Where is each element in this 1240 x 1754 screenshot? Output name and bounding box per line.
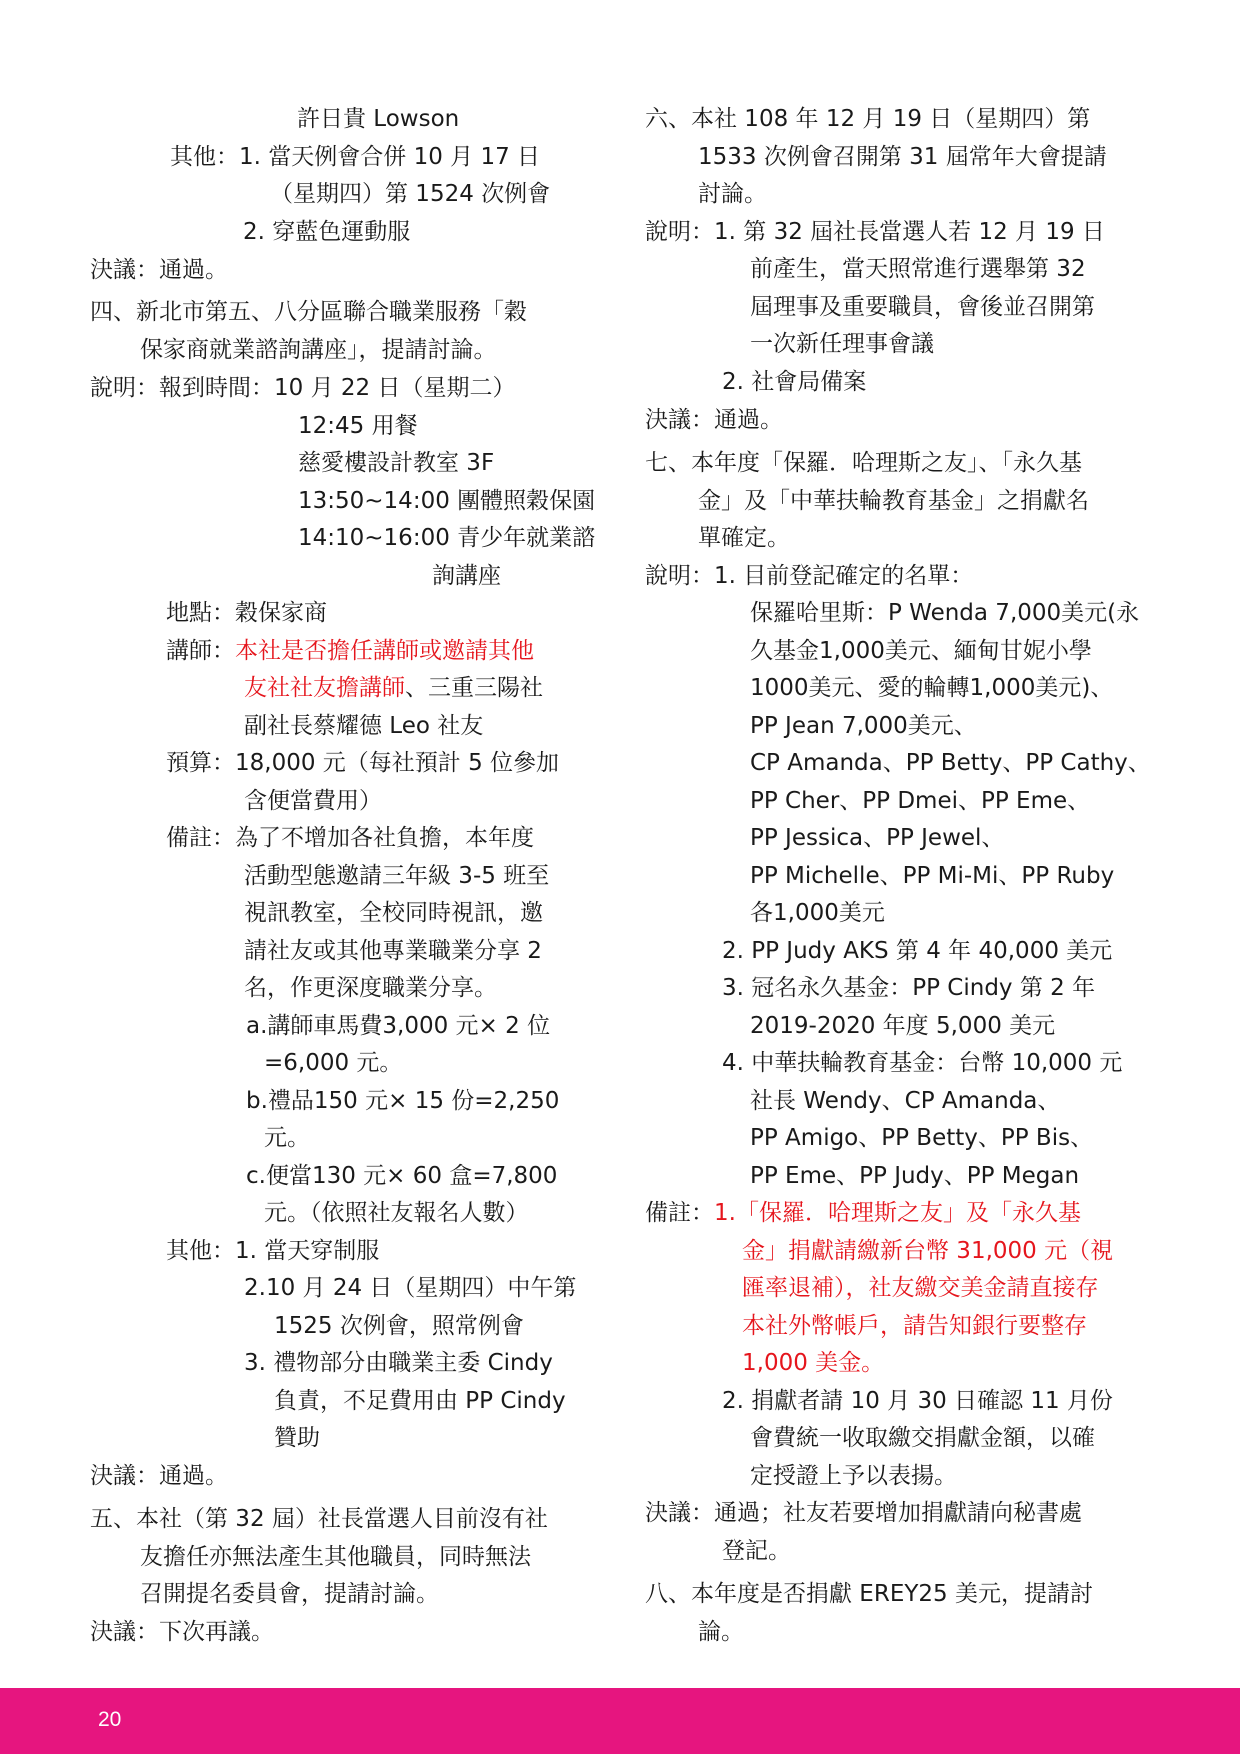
resolution-line: 決議：通過。 (90, 1463, 228, 1489)
text-line: 贊助 (274, 1425, 320, 1451)
agenda-item-heading: 保家商就業諮詢講座」，提請討論。 (140, 337, 497, 363)
text-line: 詢講座 (432, 563, 501, 589)
page-number: 20 (98, 1708, 122, 1731)
text-line: 名，作更深度職業分享。 (244, 975, 497, 1001)
agenda-item-heading: 1533 次例會召開第 31 屆常年大會提請 (698, 144, 1107, 170)
text-line: c.便當130 元× 60 盒=7,800 (246, 1163, 558, 1189)
text-line: a.講師車馬費3,000 元× 2 位 (246, 1013, 551, 1039)
resolution-line: 決議：通過；社友若要增加捐獻請向秘書處 (645, 1500, 1082, 1526)
text-line: 視訊教室，全校同時視訊，邀 (244, 900, 543, 926)
footer-band (0, 1688, 1240, 1754)
text-line: 預算：18,000 元（每社預計 5 位參加 (166, 750, 560, 776)
text-line: 3. 禮物部分由職業主委 Cindy (244, 1350, 553, 1376)
text-line: 1525 次例會，照常例會 (274, 1313, 524, 1339)
text-line (166, 637, 534, 666)
resolution-line: 決議：下次再議。 (90, 1619, 274, 1645)
text-span: 、三重三陽社 (405, 675, 543, 701)
agenda-item-heading: 召開提名委員會，提請討論。 (140, 1581, 439, 1607)
text-line: 定授證上予以表揚。 (750, 1463, 957, 1489)
text-line: PP Michelle、PP Mi-Mi、PP Ruby (750, 863, 1115, 889)
text-line: 元。 (264, 1125, 310, 1151)
text-line: 前產生，當天照常進行選舉第 32 (750, 256, 1086, 282)
text-line: 許日貴 Lowson (297, 106, 460, 132)
text-line: 負責，不足費用由 PP Cindy (274, 1388, 566, 1414)
text-line: 其他：1. 當天例會合併 10 月 17 日 (170, 144, 541, 170)
text-line: 12:45 用餐 (298, 413, 418, 439)
agenda-item-heading: 五、本社（第 32 屆）社長當選人目前沒有社 (90, 1506, 548, 1532)
text-line: 一次新任理事會議 (750, 331, 934, 357)
agenda-item-heading: 六、本社 108 年 12 月 19 日（星期四）第 (645, 106, 1091, 132)
text-line: PP Cher、PP Dmei、PP Eme、 (750, 788, 1091, 814)
text-line: 2. 社會局備案 (722, 369, 867, 395)
text-line: PP Jessica、PP Jewel、 (750, 825, 1005, 851)
resolution-line: 登記。 (722, 1538, 791, 1564)
text-line: 久基金1,000美元、緬甸甘妮小學 (750, 638, 1092, 664)
text-line: 說明：1. 第 32 屆社長當選人若 12 月 19 日 (645, 219, 1105, 245)
text-line: 3. 冠名永久基金：PP Cindy 第 2 年 (722, 975, 1096, 1001)
text-line: 4. 中華扶輪教育基金：台幣 10,000 元 (722, 1050, 1123, 1076)
resolution-line: 決議：通過。 (90, 257, 228, 283)
text-line: =6,000 元。 (264, 1050, 403, 1076)
text-line: 13:50~14:00 團體照穀保園 (298, 488, 596, 514)
text-line: b.禮品150 元× 15 份=2,250 (246, 1088, 560, 1114)
text-line: PP Eme、PP Judy、PP Megan (750, 1163, 1080, 1189)
agenda-item-heading: 八、本年度是否捐獻 EREY25 美元，提請討 (645, 1581, 1093, 1607)
highlighted-text: 1.「保羅．哈理斯之友」及「永久基 (714, 1200, 1081, 1226)
agenda-item-heading: 討論。 (698, 181, 767, 207)
agenda-item-heading: 友擔任亦無法產生其他職員，同時無法 (140, 1544, 531, 1570)
highlighted-text: 友社社友擔講師 (244, 675, 405, 701)
highlighted-text: 匯率退補），社友繳交美金請直接存 (742, 1275, 1099, 1301)
text-line: CP Amanda、PP Betty、PP Cathy、 (750, 750, 1151, 776)
text-line: 2.10 月 24 日（星期四）中午第 (244, 1275, 577, 1301)
agenda-item-heading: 金」及「中華扶輪教育基金」之捐獻名 (698, 488, 1089, 514)
label: 講師： (166, 638, 235, 664)
text-line: 副社長蔡耀德 Leo 社友 (244, 713, 484, 739)
agenda-item-heading: 七、本年度「保羅．哈理斯之友」、「永久基 (645, 450, 1082, 476)
text-line: 活動型態邀請三年級 3-5 班至 (244, 863, 550, 889)
text-line: 社長 Wendy、CP Amanda、 (750, 1088, 1061, 1114)
agenda-item-heading: 四、新北市第五、八分區聯合職業服務「穀 (90, 299, 527, 325)
text-line: 2. 穿藍色運動服 (243, 219, 411, 245)
agenda-item-heading: 單確定。 (698, 525, 790, 551)
text-line: 備註：為了不增加各社負擔，本年度 (166, 825, 534, 851)
text-line: 2. 捐獻者請 10 月 30 日確認 11 月份 (722, 1388, 1113, 1414)
text-line: 請社友或其他專業職業分享 2 (244, 938, 542, 964)
text-line (244, 674, 543, 703)
text-line: 1000美元、愛的輪轉1,000美元)、 (750, 675, 1114, 701)
text-line: 2. PP Judy AKS 第 4 年 40,000 美元 (722, 938, 1113, 964)
text-line: 說明：報到時間：10 月 22 日（星期二） (90, 375, 516, 401)
resolution-line: 決議：通過。 (645, 407, 783, 433)
text-line: 會費統一收取繳交捐獻金額，以確 (750, 1425, 1095, 1451)
agenda-item-heading: 論。 (698, 1619, 744, 1645)
text-line: 2019-2020 年度 5,000 美元 (750, 1013, 1056, 1039)
text-line: 元。（依照社友報名人數） (264, 1200, 529, 1226)
text-line: 其他：1. 當天穿制服 (166, 1238, 380, 1264)
highlighted-text: 本社外幣帳戶，請告知銀行要整存 (742, 1313, 1087, 1339)
highlighted-text: 金」捐獻請繳新台幣 31,000 元（視 (742, 1238, 1114, 1264)
text-line: 慈愛樓設計教室 3F (298, 450, 495, 476)
highlighted-text: 1,000 美金。 (742, 1350, 885, 1376)
text-line: 屆理事及重要職員，會後並召開第 (750, 294, 1095, 320)
text-line: 含便當費用） (244, 788, 382, 814)
text-line: PP Jean 7,000美元、 (750, 713, 977, 739)
highlighted-text: 本社是否擔任講師或邀請其他 (235, 638, 534, 664)
text-line: 地點：穀保家商 (166, 600, 327, 626)
label: 備註： (645, 1200, 714, 1226)
text-line: （星期四）第 1524 次例會 (270, 181, 551, 207)
text-line (645, 1199, 1081, 1228)
text-line: 保羅哈里斯：P Wenda 7,000美元(永 (750, 600, 1140, 626)
text-line: PP Amigo、PP Betty、PP Bis、 (750, 1125, 1094, 1151)
text-line: 說明：1. 目前登記確定的名單： (645, 563, 974, 589)
text-line: 各1,000美元 (750, 900, 885, 926)
text-line: 14:10~16:00 青少年就業諮 (298, 525, 596, 551)
